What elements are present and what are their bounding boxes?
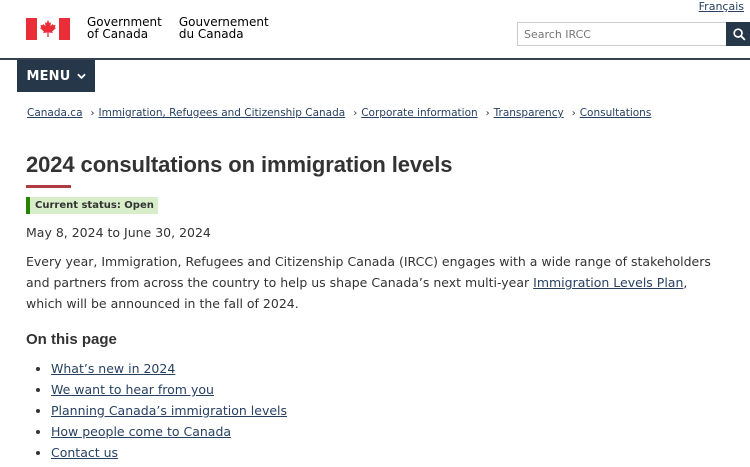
site-header [0, 0, 750, 60]
table-of-contents [26, 358, 287, 463]
list-item [51, 421, 287, 442]
breadcrumb-consultations[interactable]: Consultations [579, 107, 652, 119]
wordmark-en-line1: Government [87, 15, 162, 29]
list-item [51, 379, 287, 400]
list-item [51, 358, 287, 379]
breadcrumb-canada-ca[interactable]: Canada.ca [27, 107, 83, 119]
wordmark-en-line2: of Canada [87, 27, 149, 41]
toc-link-hear-from-you[interactable]: We want to hear from you [51, 382, 214, 397]
list-item [51, 442, 287, 463]
search-input[interactable] [517, 22, 726, 46]
breadcrumb [27, 107, 651, 119]
breadcrumb-transparency[interactable]: Transparency [493, 107, 564, 119]
canada-flag-icon [26, 18, 70, 40]
chevron-right-icon: › [571, 107, 576, 119]
search-bar [517, 22, 750, 46]
intro-text-after: , which will be announced in the fall of 2024. [26, 275, 688, 311]
toc-link-planning-levels[interactable]: Planning Canada’s immigration levels [51, 403, 288, 418]
menu-button[interactable] [17, 60, 95, 92]
intro-text-before: Every year, Immigration, Refugees and Citizenship Canada (IRCC) engages with a wide range of stakeholders and partners from across the country to help us shape Canada’s next multi-year [26, 254, 711, 290]
on-this-page-heading: On this page [26, 331, 117, 348]
chevron-right-icon: › [90, 107, 95, 119]
chevron-down-icon [77, 73, 86, 80]
government-of-canada-signature[interactable] [26, 16, 269, 44]
header-divider [0, 58, 750, 60]
wordmark-english [87, 16, 162, 40]
list-item [51, 400, 287, 421]
language-toggle-link[interactable]: Français [698, 0, 744, 13]
breadcrumb-ircc[interactable]: Immigration, Refugees and Citizenship Canada [98, 107, 346, 119]
title-underline [26, 185, 71, 188]
toc-link-how-people-come[interactable]: How people come to Canada [51, 424, 232, 439]
search-icon [733, 28, 746, 41]
toc-link-whats-new[interactable]: What’s new in 2024 [51, 361, 176, 376]
wordmark-fr-line2: du Canada [178, 27, 244, 41]
chevron-right-icon: › [353, 107, 358, 119]
consultation-dates: May 8, 2024 to June 30, 2024 [26, 225, 211, 240]
menu-label: MENU [26, 68, 71, 84]
breadcrumb-corporate-information[interactable]: Corporate information [361, 107, 478, 119]
chevron-right-icon: › [485, 107, 490, 119]
immigration-levels-plan-link[interactable]: Immigration Levels Plan [533, 275, 684, 290]
search-button[interactable] [726, 22, 750, 46]
intro-paragraph [26, 251, 716, 314]
wordmark-french [179, 16, 269, 40]
toc-link-contact-us[interactable]: Contact us [51, 445, 119, 460]
wordmark-fr-line1: Gouvernement [178, 15, 269, 29]
page-title: 2024 consultations on immigration levels [26, 152, 453, 177]
status-badge: Current status: Open [26, 197, 158, 214]
